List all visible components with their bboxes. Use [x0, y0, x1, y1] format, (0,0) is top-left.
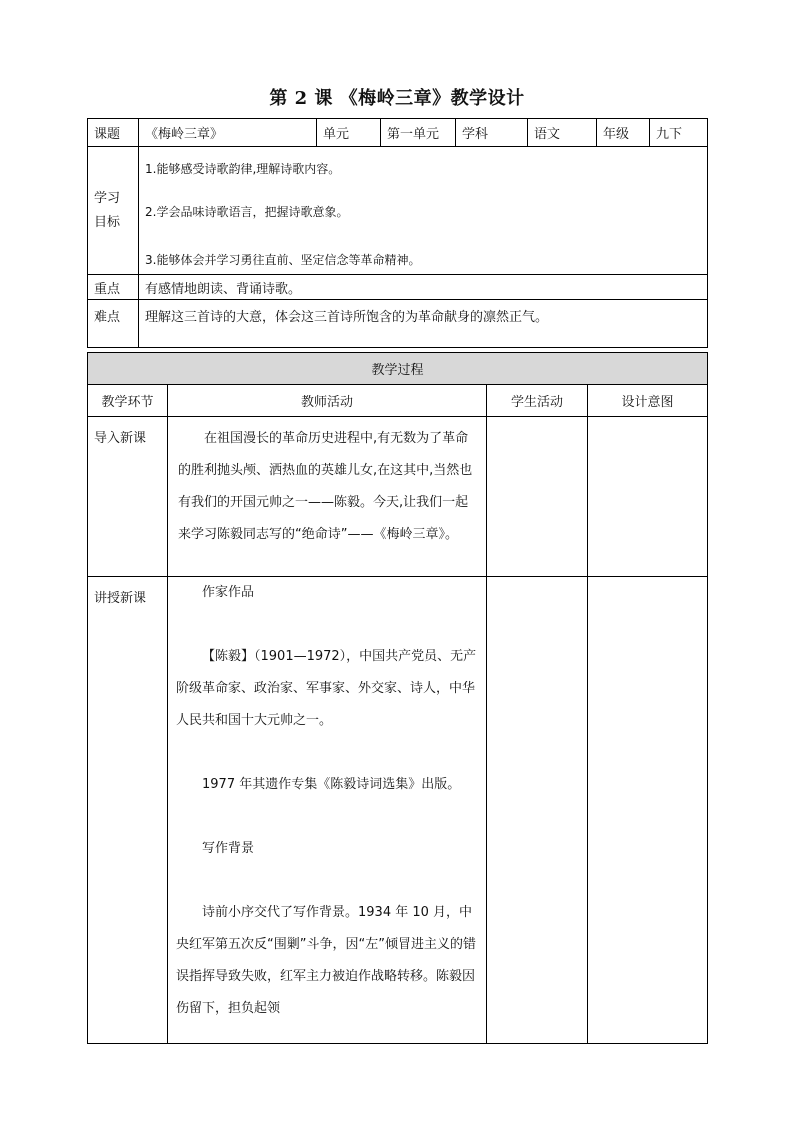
lecture-student-activity	[487, 577, 588, 1044]
column-header: 教师活动	[168, 385, 487, 417]
difficulty-label: 难点	[88, 300, 139, 348]
subject-value: 语文	[528, 119, 597, 147]
intro-text: 在祖国漫长的革命历史进程中,有无数为了革命的胜利抛头颅、洒热血的英雄儿女,在这其中,当然也有我们的开国元帅之一——陈毅。今天,让我们一起来学习陈毅同志写的“绝命诗”——《梅岭三章》。	[178, 431, 473, 542]
author-heading: 作家作品	[202, 585, 255, 600]
topic-value: 《梅岭三章》	[139, 119, 317, 147]
lesson-info-table	[87, 118, 708, 348]
goals-label-line-1: 学习	[94, 190, 121, 206]
intro-student-activity	[487, 417, 588, 577]
lecture-stage: 讲授新课	[88, 577, 168, 1044]
lecture-teacher-activity	[168, 577, 487, 1044]
background-heading: 写作背景	[202, 841, 255, 856]
process-header: 教学过程	[88, 353, 708, 385]
unit-value: 第一单元	[381, 119, 456, 147]
background-text: 诗前小序交代了写作背景。1934 年 10 月，中央红军第五次反“围剿”斗争，因“左”倾冒进主义的错误指挥导致失败，红军主力被迫作战略转移。陈毅因伤留下，担负起领	[176, 905, 476, 1016]
intro-stage: 导入新课	[88, 417, 168, 577]
goals-label-line-2: 目标	[94, 214, 121, 230]
column-header: 设计意图	[588, 385, 708, 417]
lecture-design-intent	[588, 577, 708, 1044]
topic-label: 课题	[88, 119, 139, 147]
subject-label: 学科	[456, 119, 528, 147]
grade-value: 九下	[650, 119, 708, 147]
key-label: 重点	[88, 275, 139, 300]
goal-item: 1.能够感受诗歌韵律,理解诗歌内容。	[145, 161, 341, 176]
unit-label: 单元	[317, 119, 381, 147]
goals-label	[88, 147, 139, 275]
document-title: 第 2 课 《梅岭三章》教学设计	[269, 88, 525, 109]
goal-item: 2.学会品味诗歌语言，把握诗歌意象。	[145, 204, 349, 219]
key-value: 有感情地朗读、背诵诗歌。	[139, 275, 708, 300]
intro-design-intent	[588, 417, 708, 577]
column-header: 学生活动	[487, 385, 588, 417]
publication-note: 1977 年其遗作专集《陈毅诗词选集》出版。	[202, 777, 461, 792]
author-bio: 【陈毅】（1901—1972），中国共产党员、无产阶级革命家、政治家、军事家、外交家、诗人，中华人民共和国十大元帅之一。	[176, 649, 477, 728]
intro-teacher-activity	[168, 417, 487, 577]
goal-item: 3.能够体会并学习勇往直前、坚定信念等革命精神。	[145, 252, 421, 267]
grade-label: 年级	[597, 119, 650, 147]
difficulty-value: 理解这三首诗的大意，体会这三首诗所饱含的为革命献身的凛然正气。	[139, 300, 708, 348]
column-header: 教学环节	[88, 385, 168, 417]
goals-cell	[139, 147, 708, 275]
teaching-process-table	[87, 352, 708, 1044]
